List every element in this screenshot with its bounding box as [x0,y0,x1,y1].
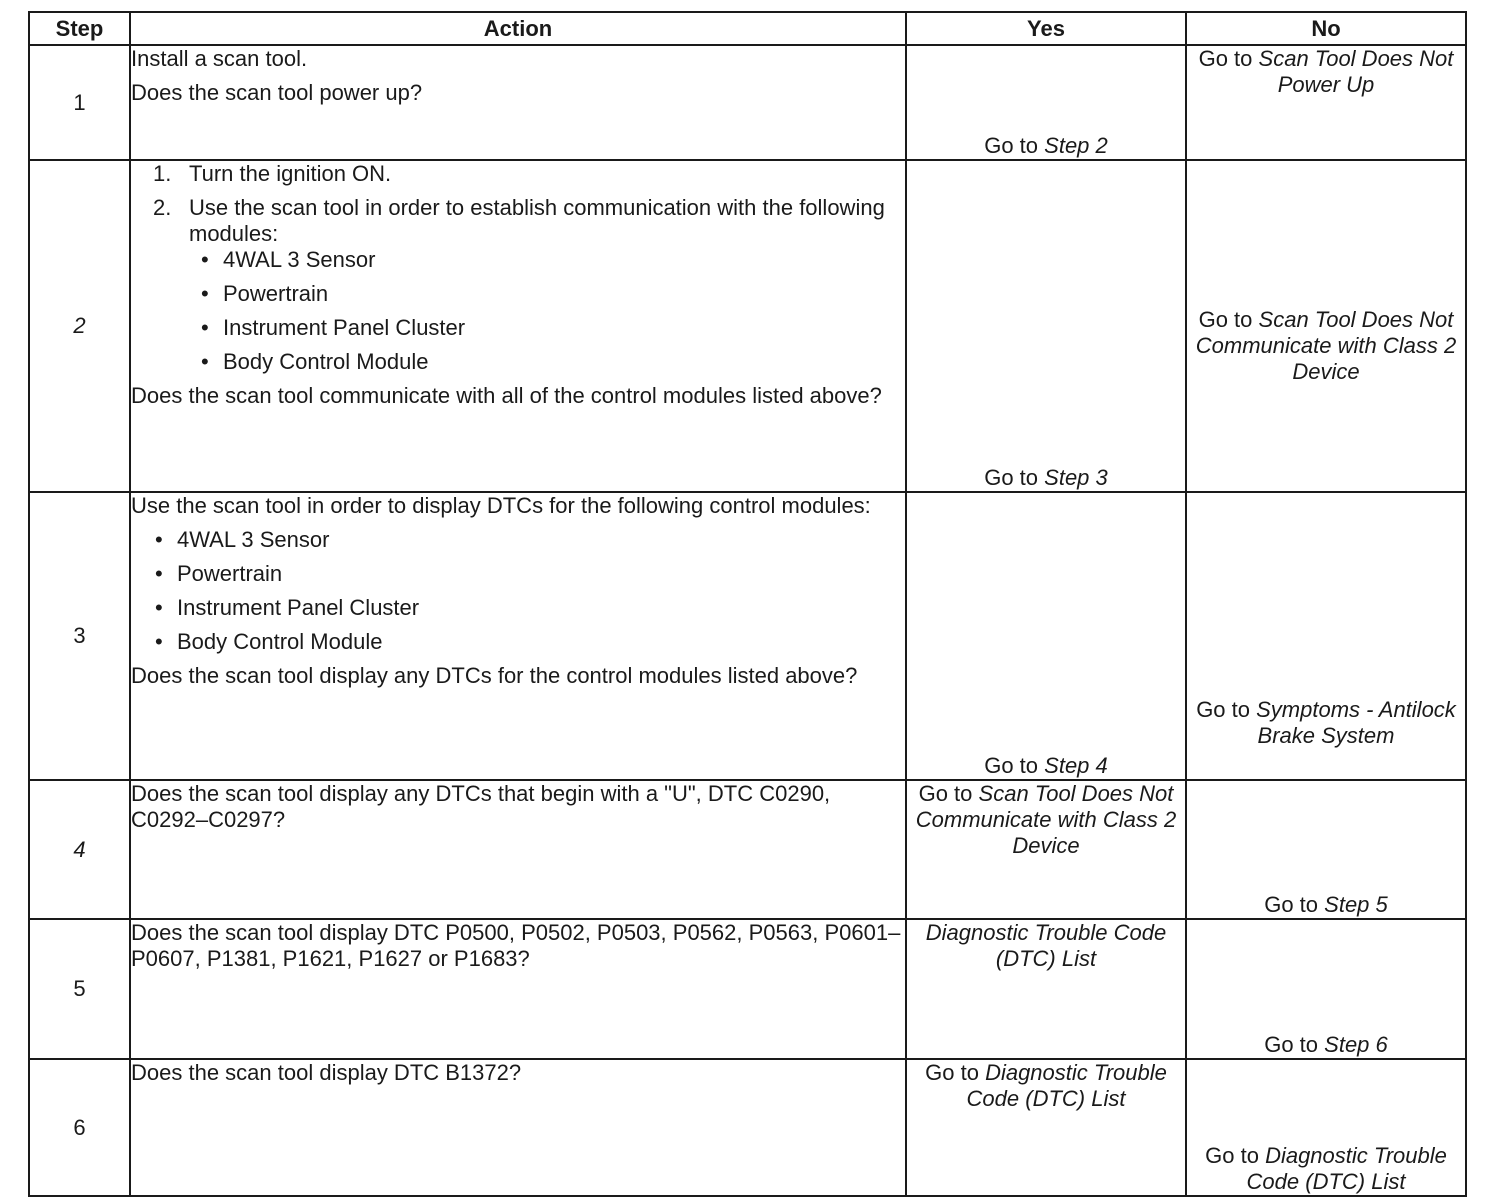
action-question: Does the scan tool communicate with all of the control modules listed above? [131,383,882,408]
no-cell [1186,160,1466,492]
no-link[interactable]: Step 6 [1324,1032,1388,1057]
action-question: Does the scan tool display any DTCs that begin with a "U", DTC C0290, C0292–C0297? [131,781,831,832]
no-link[interactable]: Diagnostic Trouble Code (DTC) List [1246,1143,1447,1194]
bullet-item: • Powertrain [177,561,905,587]
yes-cell [906,780,1186,919]
action-cell [130,160,906,492]
header-yes: Yes [906,12,1186,45]
action-cell [130,780,906,919]
bullet-item: • Instrument Panel Cluster [223,315,905,341]
list-text: Turn the ignition ON. [189,161,392,186]
yes-link[interactable]: Step 4 [1044,753,1108,778]
bullet-item: • Powertrain [223,281,905,307]
bullet-list [189,247,905,375]
table-row [29,45,1466,160]
no-prefix: Go to [1196,697,1250,722]
yes-prefix: Go to [984,133,1039,158]
no-link[interactable]: Scan Tool Does Not Communicate with Class 2 Device [1195,307,1457,384]
step-number: 3 [29,492,130,780]
no-link[interactable]: Step 5 [1324,892,1388,917]
action-cell [130,1059,906,1196]
action-cell [130,492,906,780]
table-row [29,919,1466,1059]
bullet-item: • 4WAL 3 Sensor [223,247,905,273]
step-number: 2 [29,160,130,492]
no-prefix: Go to [1264,1032,1319,1057]
table-row [29,492,1466,780]
numbered-list [131,161,905,375]
yes-cell [906,919,1186,1059]
yes-cell [906,492,1186,780]
header-action: Action [130,12,906,45]
yes-link[interactable]: Scan Tool Does Not Communicate with Class 2 Device [915,781,1177,858]
yes-cell [906,1059,1186,1196]
header-step: Step [29,12,130,45]
no-cell [1186,45,1466,160]
action-question: Does the scan tool display DTC P0500, P0502, P0503, P0562, P0563, P0601–P0607, P1381, P1621, P1627 or P1683? [131,920,901,971]
header-no: No [1186,12,1466,45]
no-link[interactable]: Scan Tool Does Not Power Up [1258,46,1454,97]
yes-prefix: Go to [984,465,1039,490]
bullet-item: • 4WAL 3 Sensor [177,527,905,553]
table-row [29,160,1466,492]
no-cell [1186,780,1466,919]
action-text: Install a scan tool. [131,46,308,71]
bullet-list [131,527,905,655]
no-cell [1186,492,1466,780]
action-cell [130,919,906,1059]
no-prefix: Go to [1198,46,1253,71]
step-number: 1 [29,45,130,160]
no-prefix: Go to [1264,892,1319,917]
list-item [153,161,905,187]
yes-prefix: Go to [984,753,1039,778]
list-number: 2. [153,195,172,220]
step-number: 4 [29,780,130,919]
list-number: 1. [153,161,172,186]
diagnostic-table [28,11,1467,1197]
list-text: Use the scan tool in order to establish communication with the following modules: [189,195,885,246]
step-number: 6 [29,1059,130,1196]
no-cell [1186,1059,1466,1196]
yes-link[interactable]: Step 3 [1044,465,1108,490]
yes-link[interactable]: Diagnostic Trouble Code (DTC) List [925,920,1167,971]
table-row [29,1059,1466,1196]
yes-prefix: Go to [918,781,973,806]
action-cell [130,45,906,160]
list-item [153,195,905,375]
bullet-item: • Instrument Panel Cluster [177,595,905,621]
action-question: Does the scan tool display DTC B1372? [131,1060,522,1085]
no-prefix: Go to [1198,307,1253,332]
action-question: Does the scan tool display any DTCs for the control modules listed above? [131,663,858,688]
no-cell [1186,919,1466,1059]
no-prefix: Go to [1205,1143,1259,1168]
action-question: Does the scan tool power up? [131,80,423,105]
header-row [29,12,1466,45]
yes-link[interactable]: Diagnostic Trouble Code (DTC) List [966,1060,1167,1111]
yes-cell [906,160,1186,492]
yes-cell [906,45,1186,160]
table-row [29,780,1466,919]
bullet-item: • Body Control Module [177,629,905,655]
bullet-item: • Body Control Module [223,349,905,375]
yes-prefix: Go to [925,1060,979,1085]
step-number: 5 [29,919,130,1059]
action-text: Use the scan tool in order to display DTCs for the following control modules: [131,493,871,518]
no-link[interactable]: Symptoms - Antilock Brake System [1256,697,1456,748]
yes-link[interactable]: Step 2 [1044,133,1108,158]
